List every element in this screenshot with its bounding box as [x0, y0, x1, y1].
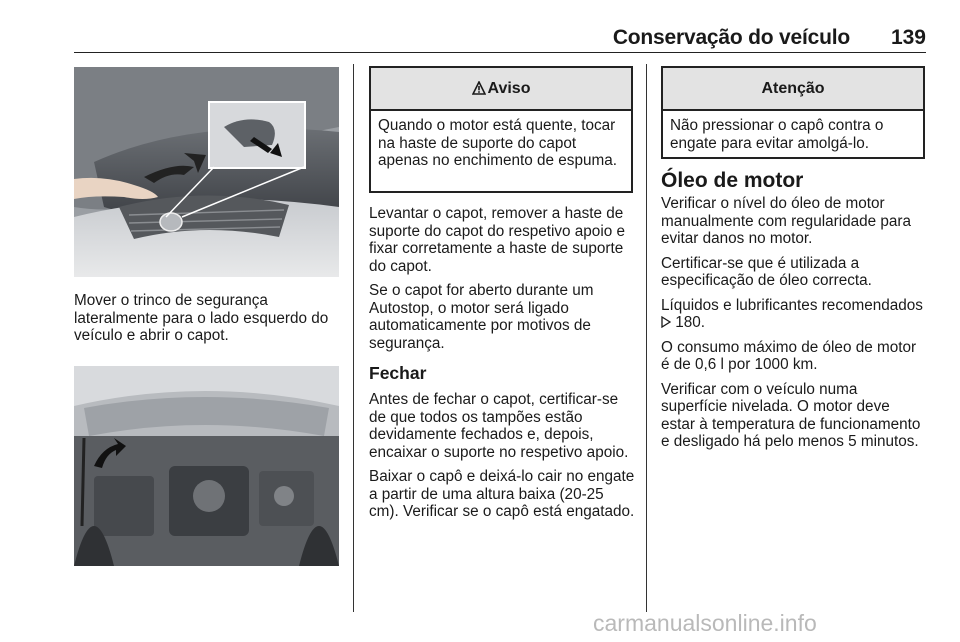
fluids-ref-text: Líquidos e lubrificantes recomendados	[661, 296, 923, 314]
caution-title: Atenção	[761, 79, 825, 97]
warning-triangle-icon	[472, 81, 486, 97]
section-heading-engine-oil: Óleo de motor	[661, 169, 804, 192]
fluids-ref-page[interactable]: 180.	[671, 314, 706, 331]
paragraph-check-conditions: Verificar com o veículo numa superfície nivelada. O motor deve estar à temperatura de funcionamento e desligado há pelo menos 5 minutos.	[661, 380, 921, 450]
paragraph-oil-spec: Certificar-se que é utilizada a especificação de óleo correcta.	[661, 254, 872, 289]
running-header-title: Conservação do veículo	[612, 26, 850, 49]
page-number: 139	[890, 26, 926, 49]
hood-release-illustration	[74, 67, 339, 277]
watermark: carmanualsonline.info	[593, 610, 817, 636]
paragraph-check-oil: Verificar o nível do óleo de motor manualmente com regularidade para evitar danos no motor.	[661, 195, 911, 247]
engine-compartment-illustration	[74, 366, 339, 566]
warning-text: Quando o motor está quente, tocar na haste de suporte do capot apenas no enchimento de espuma.	[378, 117, 617, 169]
paragraph-before-closing: Antes de fechar o capot, certificar-se de que todos os tampões estão devidamente fechados e, depois, encaixar o suporte no respetivo apoio.	[369, 391, 629, 461]
warning-box	[369, 66, 633, 193]
caution-box	[661, 66, 925, 159]
section-heading-close: Fechar	[369, 363, 427, 383]
paragraph-lower-hood: Baixar o capô e deixá-lo cair no engate a partir de uma altura baixa (20-25 cm). Verificar se o capô está engatado.	[369, 468, 635, 520]
hood-release-photo	[74, 67, 339, 277]
hood-release-instruction: Mover o trinco de segurança lateralmente para o lado esquerdo do veículo e abrir o capot.	[74, 292, 329, 344]
paragraph-oil-consumption: O consumo máximo de óleo de motor é de 0,6 l por 1000 km.	[661, 338, 917, 373]
paragraph-open-hood: Levantar o capot, remover a haste de suporte do capot do respetivo apoio e fixar corretamente a haste de suporte do capot.	[369, 205, 625, 275]
caution-box-header	[663, 68, 923, 111]
header-rule	[74, 52, 926, 53]
engine-compartment-photo	[74, 366, 339, 566]
column-divider-1	[353, 64, 354, 612]
warning-title: Aviso	[487, 79, 531, 97]
column-divider-2	[646, 64, 647, 612]
page-reference-arrow-icon	[661, 314, 671, 331]
paragraph-fluids-ref	[661, 297, 927, 332]
warning-box-header	[371, 68, 631, 111]
paragraph-autostop: Se o capot for aberto durante um Autostop, o motor será ligado automaticamente por motivos de segurança.	[369, 282, 594, 352]
caution-text: Não pressionar o capô contra o engate para evitar amolgá-lo.	[670, 117, 884, 152]
